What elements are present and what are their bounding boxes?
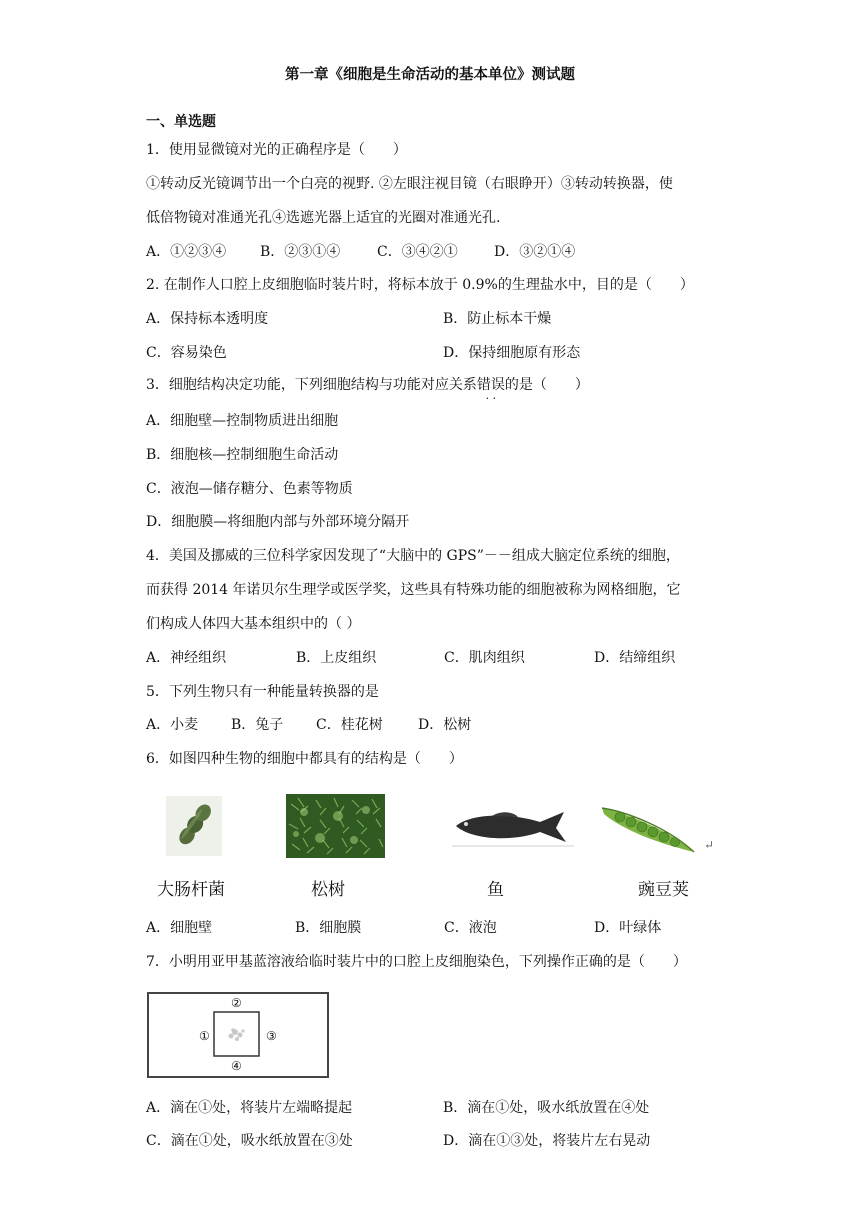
return-mark: ↵ bbox=[704, 838, 715, 852]
q1-option-d: D．③②①④ bbox=[494, 244, 576, 260]
q4-line3: 们构成人体四大基本组织中的（ ） bbox=[146, 616, 361, 632]
q6-option-d: D．叶绿体 bbox=[594, 920, 662, 936]
q5-stem: 5．下列生物只有一种能量转换器的是 bbox=[146, 684, 379, 700]
q7-stem: 7．小明用亚甲基蓝溶液给临时装片中的口腔上皮细胞染色，下列操作正确的是（ ） bbox=[146, 954, 687, 970]
q6-option-a: A．细胞壁 bbox=[146, 920, 213, 936]
pea-pod-image bbox=[598, 800, 698, 856]
slide-mark-3: ③ bbox=[266, 1029, 277, 1043]
q5-option-c: C．桂花树 bbox=[316, 717, 383, 733]
q1-option-a: A．①②③④ bbox=[146, 244, 227, 260]
caption-fish: 鱼 bbox=[487, 880, 504, 900]
page-title: 第一章《细胞是生命活动的基本单位》测试题 bbox=[285, 66, 575, 83]
q4-option-c: C．肌肉组织 bbox=[444, 650, 525, 666]
q3-stem-part1: 3．细胞结构决定功能，下列细胞结构与功能对应关系 bbox=[146, 377, 477, 393]
caption-pea-pod: 豌豆荚 bbox=[638, 880, 689, 900]
slide-mark-2: ② bbox=[231, 996, 242, 1010]
q1-stem: 1．使用显微镜对光的正确程序是（ ） bbox=[146, 142, 407, 158]
q2-stem: 2. 在制作人口腔上皮细胞临时装片时，将标本放于 0.9%的生理盐水中，目的是（ ） bbox=[146, 277, 694, 293]
q4-option-b: B．上皮组织 bbox=[296, 650, 377, 666]
q4-line1: 4．美国及挪威的三位科学家因发现了“大脑中的 GPS”－－组成大脑定位系统的细胞， bbox=[146, 548, 680, 564]
q7-option-d: D．滴在①③处，将装片左右晃动 bbox=[443, 1133, 651, 1149]
q3-stem-emphasis: 错误 · · bbox=[477, 377, 505, 393]
q5-option-d: D．松树 bbox=[418, 717, 472, 733]
q5-option-a: A．小麦 bbox=[146, 717, 199, 733]
q7-option-a: A．滴在①处，将装片左端略提起 bbox=[146, 1100, 353, 1116]
q6-option-c: C．液泡 bbox=[444, 920, 497, 936]
q3-stem-part3: 的是（ ） bbox=[504, 377, 589, 393]
q3-option-a: A．细胞壁—控制物质进出细胞 bbox=[146, 413, 339, 429]
slide-mark-1: ① bbox=[199, 1029, 210, 1043]
e-coli-image bbox=[166, 796, 222, 856]
q4-option-a: A．神经组织 bbox=[146, 650, 227, 666]
q3-option-c: C．液泡—储存糖分、色素等物质 bbox=[146, 481, 353, 497]
q7-option-c: C．滴在①处，吸水纸放置在③处 bbox=[146, 1133, 353, 1149]
q2-option-b: B．防止标本干燥 bbox=[443, 311, 552, 327]
q6-option-b: B．细胞膜 bbox=[295, 920, 362, 936]
q1-line1: ①转动反光镜调节出一个白亮的视野. ②左眼注视目镜（右眼睁开）③转动转换器，使 bbox=[146, 176, 673, 192]
q4-option-d: D．结缔组织 bbox=[594, 650, 676, 666]
slide-mark-4: ④ bbox=[231, 1059, 242, 1073]
q2-option-a: A．保持标本透明度 bbox=[146, 311, 269, 327]
pine-tree-image bbox=[286, 794, 385, 858]
section-heading: 一、单选题 bbox=[146, 114, 216, 130]
q1-option-c: C．③④②① bbox=[377, 244, 458, 260]
caption-e-coli: 大肠杆菌 bbox=[157, 880, 225, 900]
q6-stem: 6．如图四种生物的细胞中都具有的结构是（ ） bbox=[146, 751, 463, 767]
q3-stem bbox=[146, 376, 589, 394]
q2-option-c: C．容易染色 bbox=[146, 345, 227, 361]
fish-image bbox=[452, 804, 574, 850]
q2-option-d: D．保持细胞原有形态 bbox=[443, 345, 581, 361]
q3-option-d: D．细胞膜—将细胞内部与外部环境分隔开 bbox=[146, 514, 410, 530]
q5-option-b: B．兔子 bbox=[231, 717, 284, 733]
q4-line2: 而获得 2014 年诺贝尔生理学或医学奖，这些具有特殊功能的细胞被称为网格细胞，它 bbox=[146, 582, 681, 598]
q1-option-b: B．②③①④ bbox=[260, 244, 341, 260]
q1-line2: 低倍物镜对准通光孔④选遮光器上适宜的光圈对准通光孔. bbox=[146, 210, 501, 226]
caption-pine: 松树 bbox=[311, 880, 345, 900]
q3-option-b: B．细胞核—控制细胞生命活动 bbox=[146, 447, 339, 463]
q7-option-b: B．滴在①处，吸水纸放置在④处 bbox=[443, 1100, 650, 1116]
